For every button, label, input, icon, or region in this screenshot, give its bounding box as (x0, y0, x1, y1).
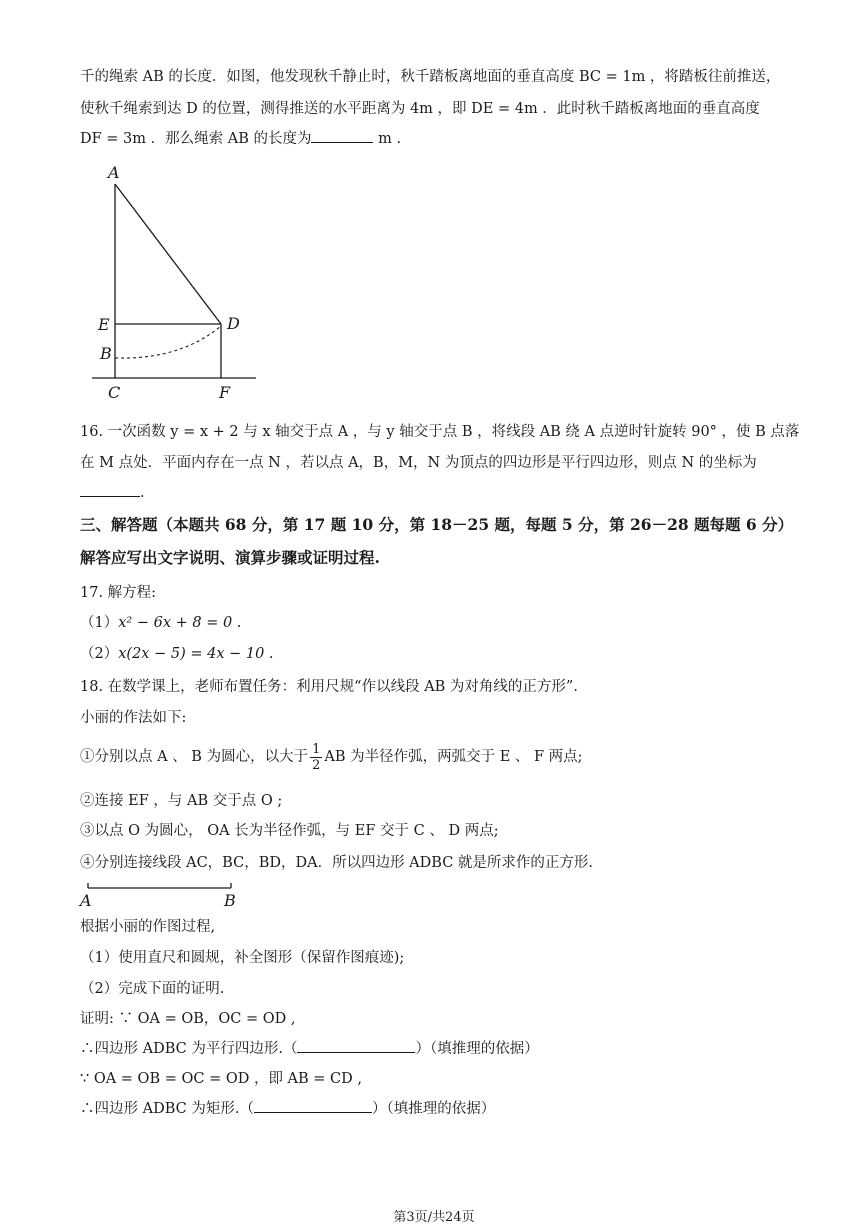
q18-proof-2-text-a: ∴四边形 ADBC 为平行四边形.（ (80, 1041, 298, 1057)
q18-step-1-text-b: AB 为半径作弧，两弧交于 E 、 F 两点; (324, 749, 583, 765)
q15-line-1: 千的绳索 AB 的长度．如图，他发现秋千静止时，秋千踏板离地面的垂直高度 BC = 1m ，将踏板往前推送， (80, 69, 781, 85)
q18-step-4: ④分别连接线段 AC，BC，BD，DA．所以四边形 ADBC 就是所求作的正方形. (80, 855, 594, 871)
label-D: D (227, 314, 240, 333)
q18-process: 根据小丽的作图过程, (80, 919, 216, 935)
q18-proof-4-text-a: ∴四边形 ADBC 为矩形.（ (80, 1101, 254, 1117)
page-footer: 第3页/共24页 (393, 1210, 475, 1225)
q18-step-1-text-a: ①分别以点 A 、 B 为圆心，以大于 (80, 749, 309, 765)
q17-part-1-label: （1） (80, 615, 119, 631)
q16-line-3 (80, 482, 145, 504)
label-seg-A: A (80, 891, 92, 910)
label-C: C (108, 383, 121, 402)
label-A: A (108, 163, 120, 182)
label-seg-B: B (224, 891, 236, 910)
section-3-subheading: 解答应写出文字说明、演算步骤或证明过程. (80, 548, 380, 567)
q17-part-2 (80, 643, 274, 665)
q18-proof-2-text-b: ）（填推理的依据） (415, 1041, 539, 1057)
q18-step-3: ③以点 O 为圆心， OA 长为半径作弧，与 EF 交于 C 、 D 两点; (80, 823, 499, 839)
q16-line-2: 在 M 点处．平面内存在一点 N ，若以点 A，B，M，N 为顶点的四边形是平行四边形，则点 N 的坐标为 (80, 455, 757, 471)
q18-proof-1: 证明: ∵ OA = OB，OC = OD , (80, 1011, 296, 1027)
arc-BD (115, 326, 221, 358)
q17-part-2-equation: x(2x − 5) = 4x − 10 . (118, 646, 274, 662)
q15-answer-blank (311, 128, 373, 143)
fraction-numerator: 1 (312, 741, 321, 757)
q18-intro: 小丽的作法如下: (80, 710, 187, 726)
section-3-heading: 三、解答题（本题共 68 分，第 17 题 10 分，第 18－25 题，每题 5 分，第 26－28 题每题 6 分） (80, 515, 794, 534)
label-B: B (100, 344, 112, 363)
fraction-denominator: 2 (312, 757, 321, 773)
q18-proof-2-blank (297, 1038, 415, 1053)
q18-proof-4 (80, 1098, 495, 1120)
q18-task-1: （1）使用直尺和圆规，补全图形（保留作图痕迹); (80, 950, 405, 966)
q18-proof-4-text-b: ）（填推理的依据） (371, 1101, 496, 1117)
q18-title: 18. 在数学课上，老师布置任务：利用尺规“作以线段 AB 为对角线的正方形”． (80, 679, 588, 695)
label-F: F (219, 383, 231, 402)
q17-title: 17. 解方程: (80, 585, 157, 601)
label-E: E (98, 315, 110, 334)
q16-line-1: 16. 一次函数 y = x + 2 与 x 轴交于点 A ，与 y 轴交于点 B ，将线段 AB 绕 A 点逆时针旋转 90° ，使 B 点落 (80, 424, 800, 440)
q18-proof-3: ∵ OA = OB = OC = OD ，即 AB = CD , (80, 1071, 362, 1087)
q15-unit: m . (373, 131, 402, 147)
line-AD (115, 184, 221, 324)
segment-AB-figure (78, 878, 248, 912)
q16-answer-blank (80, 482, 140, 497)
q18-task-2: （2）完成下面的证明. (80, 981, 225, 997)
q16-end: . (140, 485, 145, 501)
q15-line-3-text: DF = 3m ．那么绳索 AB 的长度为 (80, 131, 312, 147)
q18-proof-4-blank (254, 1098, 372, 1113)
q17-part-1-equation: x² − 6x + 8 = 0 . (118, 615, 242, 631)
swing-figure (80, 162, 270, 402)
q17-part-2-label: （2） (80, 646, 119, 662)
q17-part-1 (80, 612, 241, 634)
q18-step-2: ②连接 EF ，与 AB 交于点 O ; (80, 793, 283, 809)
q18-step-1 (80, 740, 583, 774)
q15-line-2: 使秋千绳索到达 D 的位置，测得推送的水平距离为 4m ，即 DE = 4m ．此时秋千踏板离地面的垂直高度 (80, 101, 760, 117)
q15-line-3 (80, 128, 401, 150)
fraction-one-half (310, 742, 322, 773)
q18-proof-2 (80, 1038, 539, 1060)
